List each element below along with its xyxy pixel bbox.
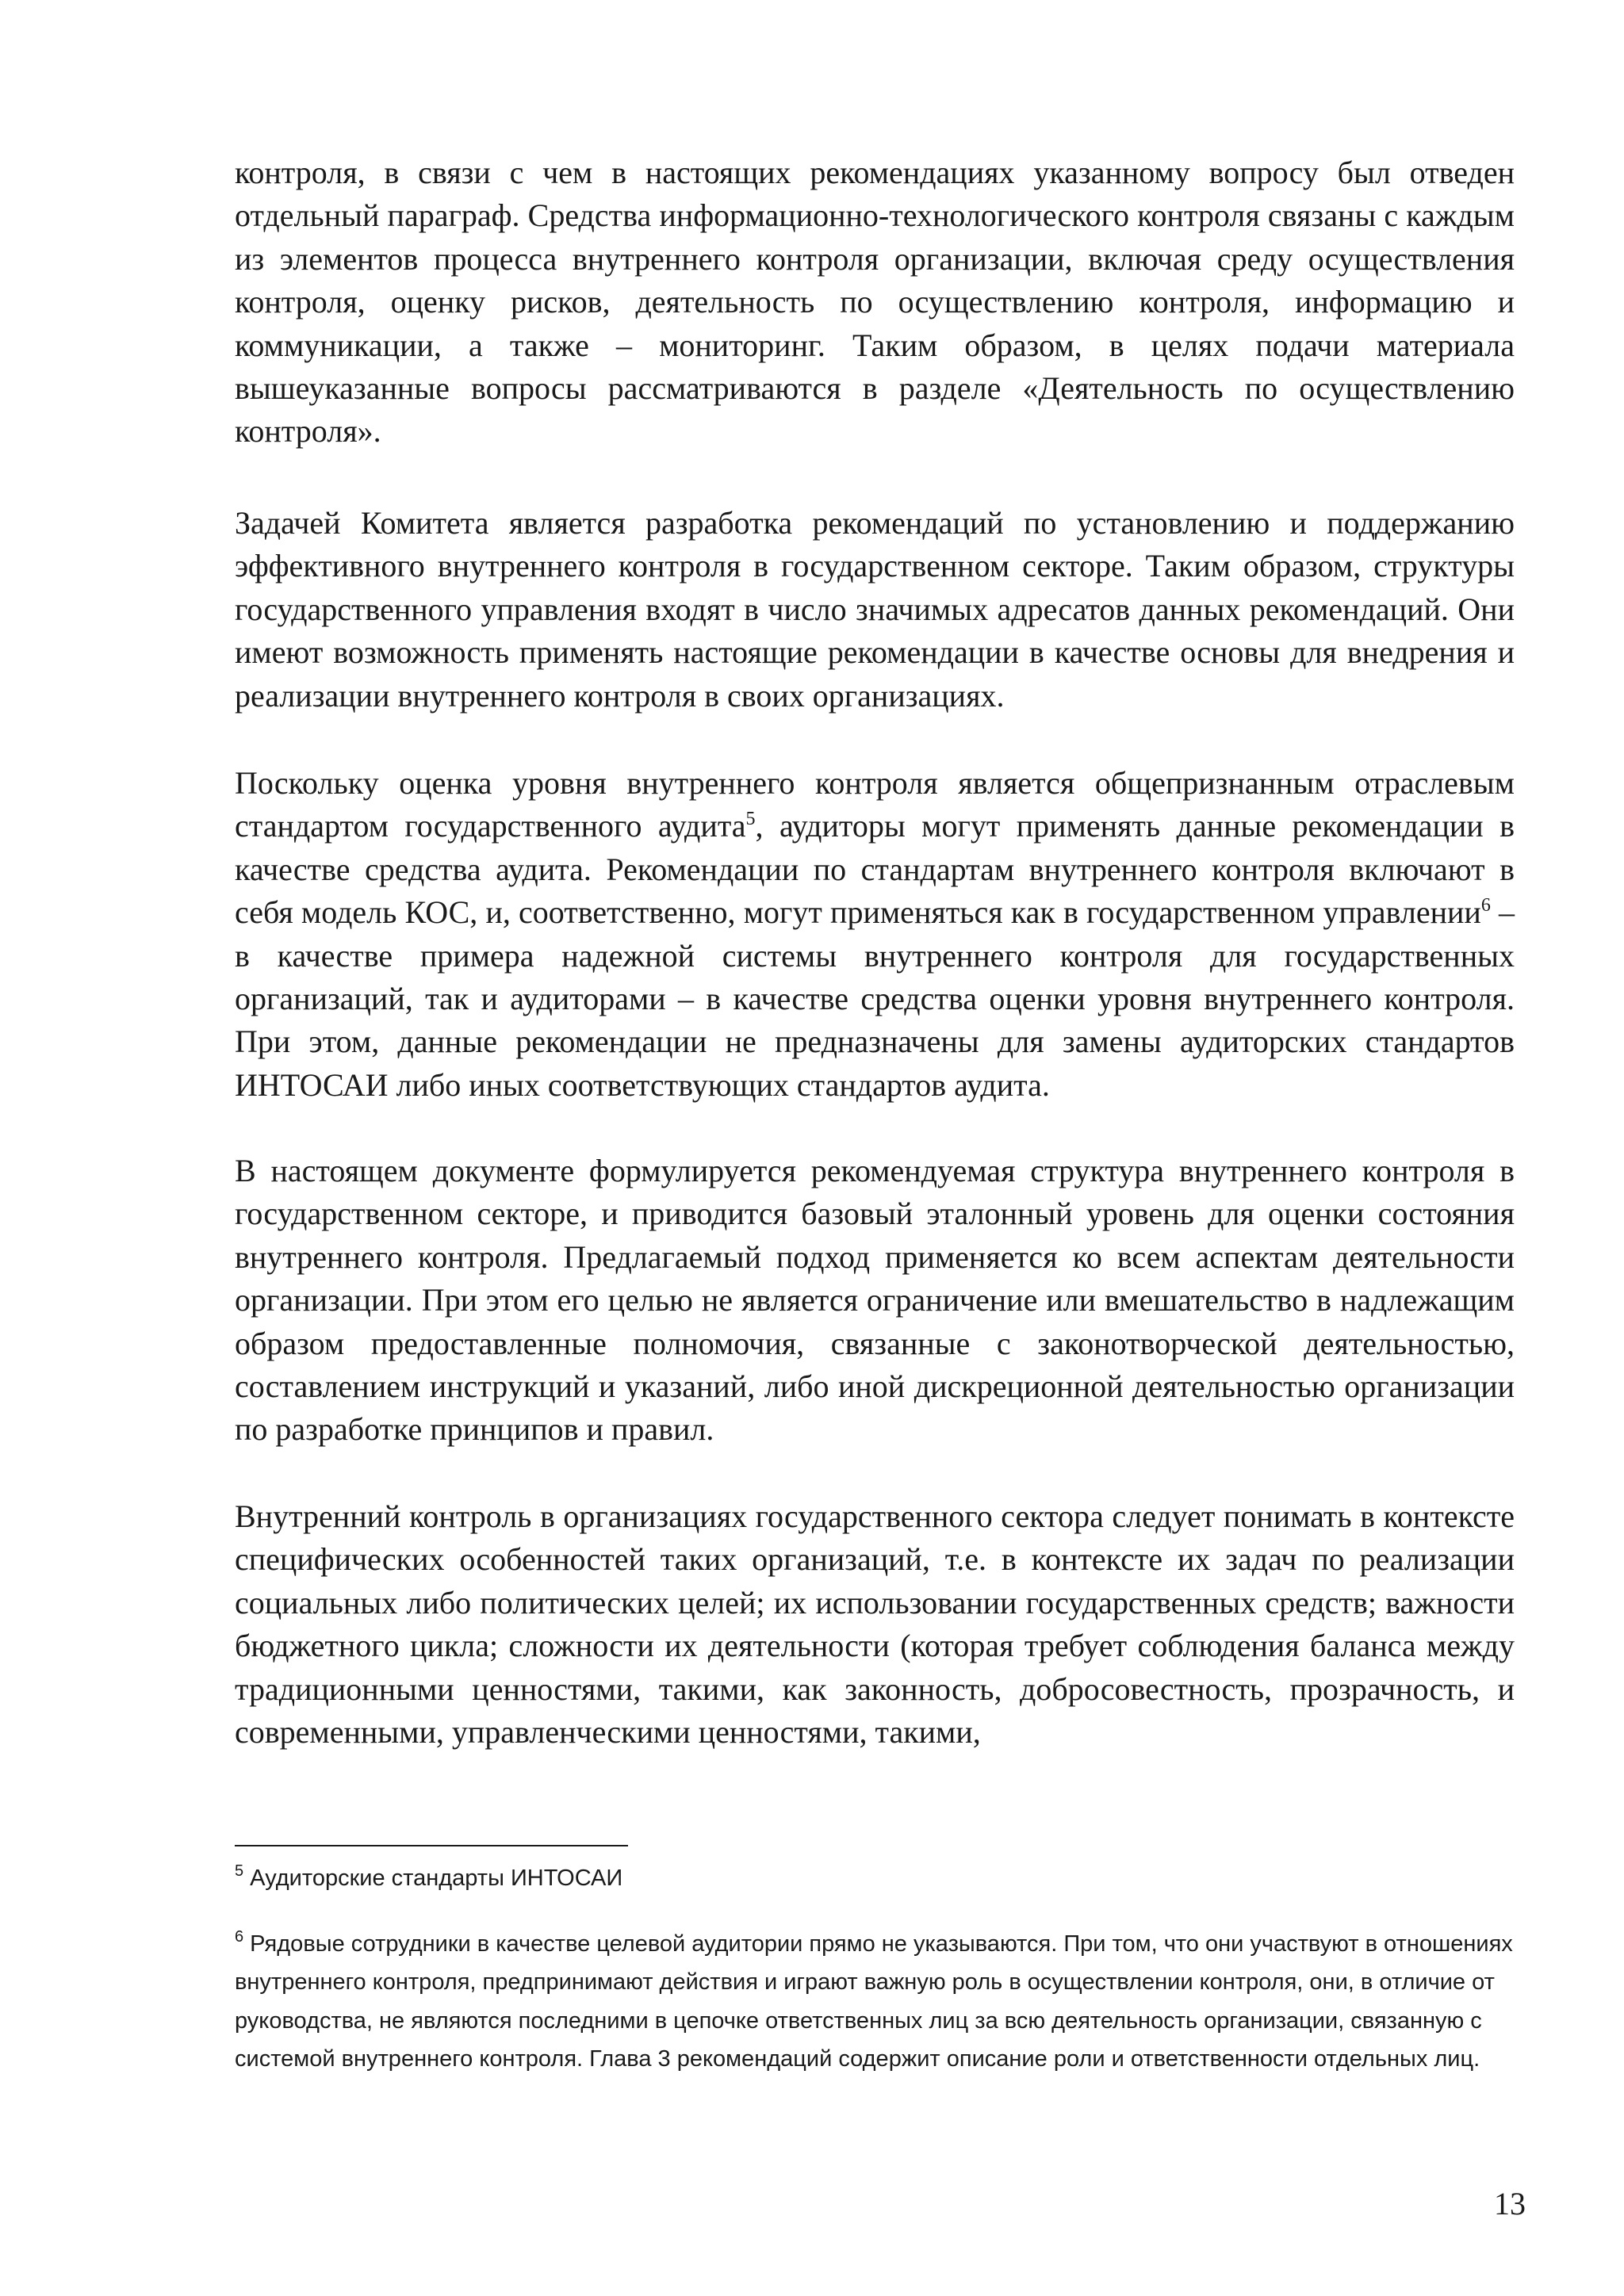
paragraph-3-part-b: , аудиторы могут применять данные рекомендации в качестве средства аудита. Рекомендации по стандартам внутреннего контроля включают в себя модель КОС, и, соответственно, могут применяться как в государственном управлении <box>235 808 1515 931</box>
footnote-5 <box>235 1859 1515 1897</box>
footnote-text: Рядовые сотрудники в качестве целевой аудитории прямо не указываются. При том, что они участвуют в отношениях внутреннего контроля, предпринимают действия и играют важную роль в осуществлении контроля, они, в отличие от руководства, не являются последними в цепочке ответственных лиц за всю деятельность организации, связанную с системой внутреннего контроля. Глава 3 рекомендаций содержит описание роли и ответственности отдельных лиц. <box>235 1931 1513 2072</box>
page-number: 13 <box>1494 2186 1526 2221</box>
paragraph-5: Внутренний контроль в организациях государственного сектора следует понимать в контексте специфических особенностей таких организаций, т.е. в контексте их задач по реализации социальных либо политических целей; их использовании государственных средств; важности бюджетного цикла; сложности их деятельности (которая требует соблюдения баланса между традиционными ценностями, такими, как законность, добросовестность, прозрачность, и современными, управленческими ценностями, такими, <box>235 1498 1515 1751</box>
paragraph-4: В настоящем документе формулируется рекомендуемая структура внутреннего контроля в государственном секторе, и приводится базовый эталонный уровень для оценки состояния внутреннего контроля. Предлагаемый подход применяется ко всем аспектам деятельности организации. При этом его целью не является ограничение или вмешательство в надлежащим образом предоставленные полномочия, связанные с законотворческой деятельностью, составлением инструкций и указаний, либо иной дискреционной деятельностью организации по разработке принципов и правил. <box>235 1153 1515 1448</box>
footnote-6 <box>235 1925 1515 2078</box>
footnote-text: Аудиторские стандарты ИНТОСАИ <box>243 1866 623 1891</box>
footnote-mark: 6 <box>235 1928 244 1946</box>
paragraph-3 <box>235 762 1515 1107</box>
paragraph-1: контроля, в связи с чем в настоящих рекомендациях указанному вопросу был отведен отдельный параграф. Средства информационно-технологического контроля связаны с каждым из элементов процесса внутреннего контроля организации, включая среду осуществления контроля, оценку рисков, деятельность по осуществлению контроля, информацию и коммуникации, а также – мониторинг. Таким образом, в целях подачи материала вышеуказанные вопросы рассматриваются в разделе «Деятельность по осуществлению контроля». <box>235 155 1515 450</box>
paragraph-3-part-c: – в качестве примера надежной системы внутреннего контроля для государственных организаций, так и аудиторами – в качестве средства оценки уровня внутреннего контроля. При этом, данные рекомендации не предназначены для замены аудиторских стандартов ИНТОСАИ либо иных соответствующих стандартов аудита. <box>235 894 1515 1103</box>
footnote-reference-6[interactable]: 6 <box>1480 895 1491 916</box>
footnote-mark: 5 <box>235 1862 244 1880</box>
footnote-separator <box>235 1845 628 1846</box>
paragraph-2: Задачей Комитета является разработка рекомендаций по установлению и поддержанию эффективного внутреннего контроля в государственном секторе. Таким образом, структуры государственного управления входят в число значимых адресатов данных рекомендаций. Они имеют возможность применять настоящие рекомендации в качестве основы для внедрения и реализации внутреннего контроля в своих организациях. <box>235 505 1515 714</box>
paragraph-3-part-a: Поскольку оценка уровня внутреннего контроля является общепризнанным отраслевым стандартом государственного аудита <box>235 765 1515 844</box>
footnote-reference-5[interactable]: 5 <box>745 809 756 830</box>
